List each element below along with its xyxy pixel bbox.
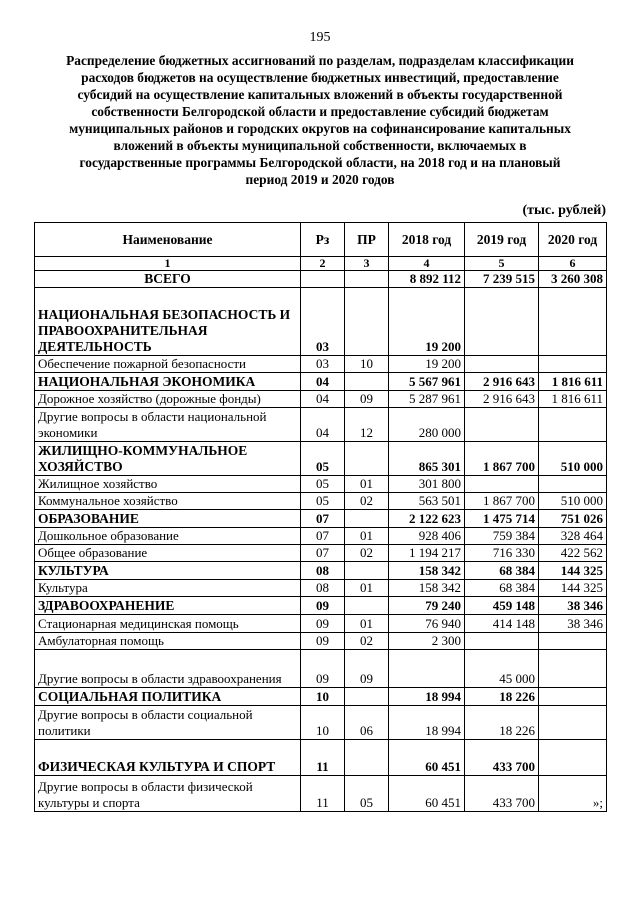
table-row [35,528,607,545]
cell-y2019: 1 867 700 [465,493,539,510]
cell-y2018: 280 000 [389,408,465,442]
document-title [40,52,600,188]
cell-y2020 [539,633,607,650]
header-2019: 2019 год [465,223,539,257]
table-row [35,442,607,476]
cell-rz: 09 [301,615,345,633]
cell-name: Другие вопросы в области физической культуры и спорта [35,776,301,812]
cell-y2020: 38 346 [539,597,607,615]
cell-y2018: 158 342 [389,580,465,597]
cell-y2020 [539,476,607,493]
title-line: собственности Белгородской области и предоставление субсидий бюджетам [91,104,549,119]
cell-rz: 05 [301,442,345,476]
cell-name: КУЛЬТУРА [35,562,301,580]
header-rz: Рз [301,223,345,257]
table-row [35,633,607,650]
table-row [35,545,607,562]
cell-pr: 01 [345,580,389,597]
cell-y2018: 18 994 [389,706,465,740]
cell-name: СОЦИАЛЬНАЯ ПОЛИТИКА [35,688,301,706]
cell-y2019: 18 226 [465,706,539,740]
cell-y2018: 865 301 [389,442,465,476]
cell-rz [301,271,345,288]
cell-y2019: 759 384 [465,528,539,545]
cell-y2018: 158 342 [389,562,465,580]
cell-y2020: »; [539,776,607,812]
cell-pr: 01 [345,528,389,545]
index-cell: 5 [465,257,539,271]
cell-y2019: 2 916 643 [465,391,539,408]
cell-name: Другие вопросы в области социальной политики [35,706,301,740]
cell-y2018: 5 287 961 [389,391,465,408]
header-2018: 2018 год [389,223,465,257]
cell-y2019: 7 239 515 [465,271,539,288]
title-line: расходов бюджетов на осуществление бюджетных инвестиций, предоставление [81,70,559,85]
cell-pr: 12 [345,408,389,442]
cell-y2019: 45 000 [465,650,539,688]
cell-name: Другие вопросы в области национальной экономики [35,408,301,442]
cell-pr: 09 [345,391,389,408]
cell-pr [345,597,389,615]
table-row [35,688,607,706]
cell-y2018: 60 451 [389,740,465,776]
table-row [35,615,607,633]
cell-rz: 09 [301,597,345,615]
cell-name: Обеспечение пожарной безопасности [35,356,301,373]
cell-rz: 04 [301,373,345,391]
cell-pr [345,688,389,706]
cell-rz: 10 [301,688,345,706]
table-total-row [35,271,607,288]
index-cell: 2 [301,257,345,271]
table-row [35,373,607,391]
cell-y2019 [465,476,539,493]
cell-y2020: 3 260 308 [539,271,607,288]
units-label: (тыс. рублей) [522,203,606,218]
cell-pr: 01 [345,615,389,633]
cell-rz: 04 [301,391,345,408]
cell-y2020 [539,706,607,740]
cell-y2018: 76 940 [389,615,465,633]
cell-y2019: 1 475 714 [465,510,539,528]
cell-y2019 [465,408,539,442]
cell-y2020 [539,288,607,356]
header-2020: 2020 год [539,223,607,257]
cell-y2020 [539,650,607,688]
cell-pr: 02 [345,493,389,510]
cell-rz: 11 [301,776,345,812]
cell-y2020 [539,688,607,706]
cell-pr: 05 [345,776,389,812]
cell-name: Другие вопросы в области здравоохранения [35,650,301,688]
cell-pr: 10 [345,356,389,373]
cell-y2020: 1 816 611 [539,373,607,391]
cell-y2020: 510 000 [539,493,607,510]
index-cell: 3 [345,257,389,271]
cell-name: ФИЗИЧЕСКАЯ КУЛЬТУРА И СПОРТ [35,740,301,776]
cell-pr [345,740,389,776]
cell-name: ОБРАЗОВАНИЕ [35,510,301,528]
header-pr: ПР [345,223,389,257]
table-header-row [35,223,607,257]
cell-y2020: 422 562 [539,545,607,562]
cell-rz: 08 [301,562,345,580]
title-line: муниципальных районов и городских округов на софинансирование капитальных [69,121,571,136]
cell-rz: 08 [301,580,345,597]
cell-pr [345,288,389,356]
table-row [35,650,607,688]
cell-y2018: 928 406 [389,528,465,545]
title-line: субсидий на осуществление капитальных вложений в объекты государственной [77,87,563,102]
cell-rz: 10 [301,706,345,740]
cell-pr [345,442,389,476]
cell-name: Амбулаторная помощь [35,633,301,650]
cell-rz: 07 [301,510,345,528]
cell-y2019: 18 226 [465,688,539,706]
cell-rz: 11 [301,740,345,776]
index-cell: 1 [35,257,301,271]
index-cell: 6 [539,257,607,271]
cell-y2020: 144 325 [539,580,607,597]
cell-y2018: 8 892 112 [389,271,465,288]
cell-pr [345,373,389,391]
index-cell: 4 [389,257,465,271]
cell-name: НАЦИОНАЛЬНАЯ БЕЗОПАСНОСТЬ И ПРАВООХРАНИТЕЛЬНАЯ ДЕЯТЕЛЬНОСТЬ [35,288,301,356]
table-row [35,776,607,812]
cell-rz: 05 [301,493,345,510]
cell-y2019: 433 700 [465,740,539,776]
cell-name: Дошкольное образование [35,528,301,545]
cell-y2018: 563 501 [389,493,465,510]
cell-rz: 09 [301,650,345,688]
cell-rz: 07 [301,545,345,562]
cell-name: Коммунальное хозяйство [35,493,301,510]
cell-name: ЖИЛИЩНО-КОММУНАЛЬНОЕ ХОЗЯЙСТВО [35,442,301,476]
cell-rz: 04 [301,408,345,442]
cell-y2018: 2 122 623 [389,510,465,528]
cell-y2019: 68 384 [465,562,539,580]
cell-name: ВСЕГО [35,271,301,288]
header-name: Наименование [35,223,301,257]
cell-y2020: 510 000 [539,442,607,476]
cell-y2019: 2 916 643 [465,373,539,391]
cell-y2020: 38 346 [539,615,607,633]
cell-name: Стационарная медицинская помощь [35,615,301,633]
cell-pr: 02 [345,545,389,562]
cell-y2020 [539,356,607,373]
table-row [35,391,607,408]
title-line: Распределение бюджетных ассигнований по разделам, подразделам классификации [66,53,574,68]
cell-y2019: 459 148 [465,597,539,615]
cell-name: НАЦИОНАЛЬНАЯ ЭКОНОМИКА [35,373,301,391]
cell-y2018: 60 451 [389,776,465,812]
cell-y2020 [539,408,607,442]
cell-name: Культура [35,580,301,597]
title-line: период 2019 и 2020 годов [245,172,395,187]
title-line: вложений в объекты муниципальной собственности, включаемых в [113,138,527,153]
cell-pr [345,271,389,288]
table-row [35,476,607,493]
table-row [35,493,607,510]
cell-y2018: 5 567 961 [389,373,465,391]
cell-y2019 [465,633,539,650]
cell-pr: 09 [345,650,389,688]
cell-y2019: 414 148 [465,615,539,633]
table-row [35,288,607,356]
cell-rz: 03 [301,356,345,373]
cell-y2018 [389,650,465,688]
cell-y2019 [465,288,539,356]
budget-table [34,222,607,812]
cell-name: Общее образование [35,545,301,562]
table-row [35,740,607,776]
table-row [35,356,607,373]
cell-pr: 01 [345,476,389,493]
cell-rz: 03 [301,288,345,356]
cell-rz: 09 [301,633,345,650]
table-row [35,597,607,615]
cell-y2018: 2 300 [389,633,465,650]
cell-y2020: 328 464 [539,528,607,545]
cell-name: ЗДРАВООХРАНЕНИЕ [35,597,301,615]
cell-y2018: 79 240 [389,597,465,615]
cell-y2018: 1 194 217 [389,545,465,562]
table-row [35,580,607,597]
cell-pr [345,510,389,528]
cell-y2019 [465,356,539,373]
cell-y2019: 1 867 700 [465,442,539,476]
cell-pr: 06 [345,706,389,740]
cell-y2020: 144 325 [539,562,607,580]
table-row [35,510,607,528]
cell-y2020: 751 026 [539,510,607,528]
cell-rz: 07 [301,528,345,545]
cell-y2020 [539,740,607,776]
cell-name: Дорожное хозяйство (дорожные фонды) [35,391,301,408]
cell-y2020: 1 816 611 [539,391,607,408]
cell-pr: 02 [345,633,389,650]
table-row [35,562,607,580]
page-number: 195 [309,30,331,45]
cell-y2018: 19 200 [389,356,465,373]
cell-name: Жилищное хозяйство [35,476,301,493]
column-index-row [35,257,607,271]
cell-rz: 05 [301,476,345,493]
cell-y2019: 68 384 [465,580,539,597]
table-body [35,271,607,812]
cell-y2018: 301 800 [389,476,465,493]
cell-y2018: 19 200 [389,288,465,356]
title-line: государственные программы Белгородской области, на 2018 год и на плановый [79,155,561,170]
cell-y2019: 433 700 [465,776,539,812]
table-row [35,408,607,442]
cell-pr [345,562,389,580]
cell-y2018: 18 994 [389,688,465,706]
cell-y2019: 716 330 [465,545,539,562]
table-row [35,706,607,740]
